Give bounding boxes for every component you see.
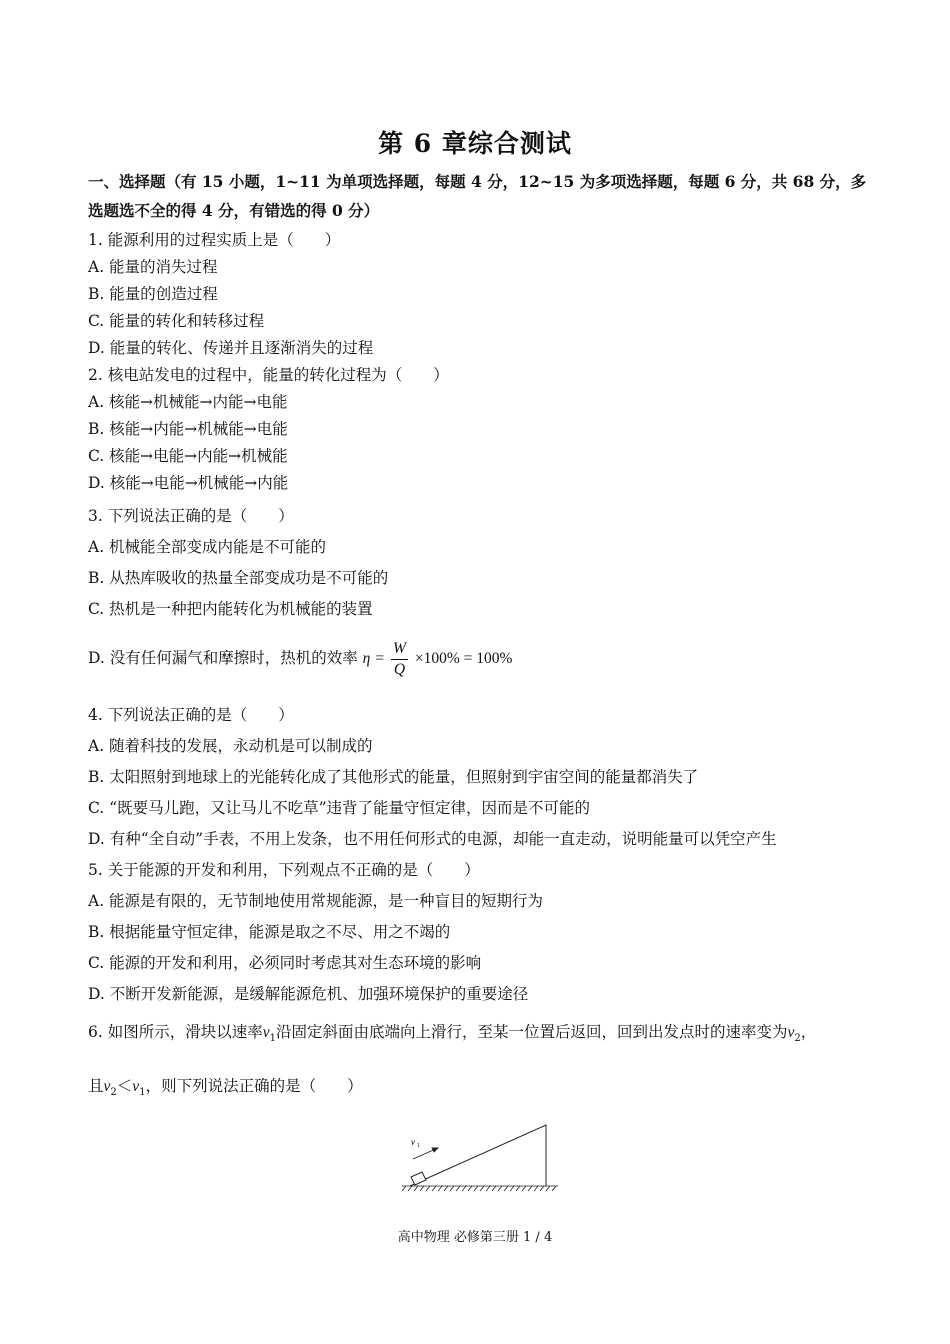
- question-4-option-d: D. 有种“全自动”手表，不用上发条，也不用任何形式的电源，却能一直走动，说明能量可以凭空产生: [88, 830, 777, 848]
- velocity-symbol: v: [262, 1024, 270, 1041]
- velocity-subscript-1: 1: [269, 1033, 276, 1044]
- question-6-stem-line-1: [88, 1020, 816, 1044]
- question-6-stem-line-2: [88, 1074, 363, 1098]
- velocity-subscript-2: 2: [110, 1087, 117, 1098]
- efficiency-fraction: [391, 639, 408, 680]
- page-footer: 高中物理 必修第三册 1 / 4: [397, 1230, 553, 1245]
- figure-velocity-label: v: [411, 1137, 415, 1147]
- option-d-text: D. 没有任何漏气和摩擦时，热机的效率: [88, 649, 358, 667]
- fraction-numerator: W: [391, 639, 408, 660]
- velocity-subscript-2: 2: [794, 1033, 801, 1044]
- question-1-option-a: A. 能量的消失过程: [88, 258, 218, 276]
- question-3-option-d: [88, 636, 512, 681]
- question-5-option-c: C. 能源的开发和利用，必须同时考虑其对生态环境的影响: [88, 954, 482, 972]
- slider-block: [411, 1172, 426, 1185]
- velocity-arrow: [413, 1148, 438, 1159]
- question-4-option-c: C. “既要马儿跑，又让马儿不吃草”违背了能量守恒定律，因而是不可能的: [88, 799, 591, 817]
- question-5-option-a: A. 能源是有限的，无节制地使用常规能源，是一种盲目的短期行为: [88, 892, 544, 910]
- question-2-option-c: C. 核能→电能→内能→机械能: [88, 447, 288, 465]
- question-2-option-b: B. 核能→内能→机械能→电能: [88, 420, 288, 438]
- question-2-option-a: A. 核能→机械能→内能→电能: [88, 393, 288, 411]
- question-5-option-b: B. 根据能量守恒定律，能源是取之不尽、用之不竭的: [88, 923, 451, 941]
- stem-text-2: 沿固定斜面由底端向上滑行，至某一位置后返回，回到出发点时的速率变为: [275, 1023, 788, 1041]
- stem-text-5: ，则下列说法正确的是（ ）: [145, 1077, 363, 1095]
- incline-figure: [398, 1118, 578, 1198]
- fraction-denominator: Q: [393, 660, 406, 678]
- efficiency-result: ×100% = 100%: [414, 650, 513, 667]
- question-5-stem: 5. 关于能源的开发和利用，下列观点不正确的是（ ）: [88, 861, 480, 879]
- question-1-option-b: B. 能量的创造过程: [88, 285, 218, 303]
- section-heading: 一、选择题（有 15 小题，1~11 为单项选择题，每题 4 分，12~15 为多项选择题，每题 6 分，共 68 分，多选题选不全的得 4 分，有错选的得 0 分）: [88, 172, 867, 220]
- less-than-sign: ＜: [116, 1077, 133, 1095]
- page-title: 第 6 章综合测试: [378, 129, 572, 158]
- question-1-option-c: C. 能量的转化和转移过程: [88, 312, 265, 330]
- stem-text-4: 且: [88, 1077, 104, 1095]
- equals-sign: =: [375, 650, 385, 667]
- question-4-stem: 4. 下列说法正确的是（ ）: [88, 706, 294, 724]
- question-5-option-d: D. 不断开发新能源，是缓解能源危机、加强环境保护的重要途径: [88, 985, 529, 1003]
- question-2-option-d: D. 核能→电能→机械能→内能: [88, 474, 289, 492]
- figure-velocity-subscript: 1: [417, 1143, 420, 1149]
- stem-text-3: ，: [800, 1023, 817, 1041]
- question-3-stem: 3. 下列说法正确的是（ ）: [88, 507, 294, 525]
- stem-text-1: 6. 如图所示，滑块以速率: [88, 1023, 263, 1041]
- question-3-option-a: A. 机械能全部变成内能是不可能的: [88, 538, 327, 556]
- incline-triangle: [410, 1125, 546, 1186]
- question-3-option-b: B. 从热库吸收的热量全部变成功是不可能的: [88, 569, 389, 587]
- question-4-option-a: A. 随着科技的发展，永动机是可以制成的: [88, 737, 373, 755]
- question-3-option-c: C. 热机是一种把内能转化为机械能的装置: [88, 600, 373, 618]
- question-2-stem: 2. 核电站发电的过程中，能量的转化过程为（ ）: [88, 366, 449, 384]
- velocity-subscript-1: 1: [139, 1087, 146, 1098]
- velocity-symbol: v: [787, 1024, 795, 1041]
- eta-symbol: η: [362, 650, 371, 667]
- ground-hatching: [402, 1186, 558, 1191]
- velocity-symbol: v: [132, 1078, 140, 1095]
- question-4-option-b: B. 太阳照射到地球上的光能转化成了其他形式的能量，但照射到宇宙空间的能量都消失了: [88, 768, 699, 786]
- question-1-option-d: D. 能量的转化、传递并且逐渐消失的过程: [88, 339, 374, 357]
- velocity-symbol: v: [103, 1078, 111, 1095]
- question-1-stem: 1. 能源利用的过程实质上是（ ）: [88, 231, 341, 249]
